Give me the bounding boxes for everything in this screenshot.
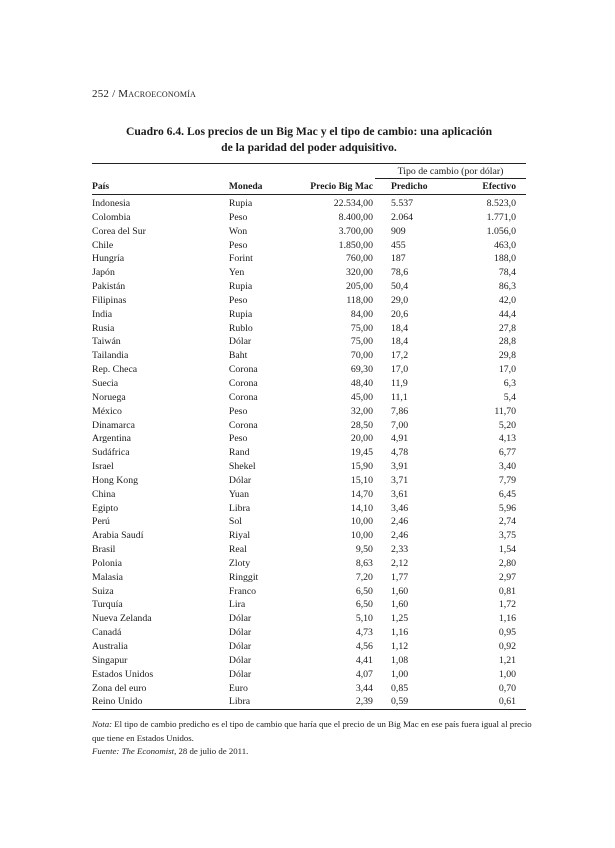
cell-currency: Won bbox=[228, 225, 248, 237]
cell-predicted: 11,1 bbox=[390, 391, 408, 403]
table-row bbox=[92, 266, 526, 280]
cell-predicted: 3,71 bbox=[390, 474, 409, 486]
cell-country: Perú bbox=[92, 516, 110, 528]
cell-actual: 3,40 bbox=[498, 461, 516, 473]
cell-currency: Peso bbox=[228, 433, 248, 445]
cell-actual: 188,0 bbox=[493, 253, 516, 265]
cell-predicted: 29,0 bbox=[390, 294, 409, 306]
cell-actual: 6,3 bbox=[503, 377, 516, 389]
cell-price: 45,00 bbox=[350, 391, 373, 403]
cell-price: 1.850,00 bbox=[338, 239, 373, 251]
table-row bbox=[92, 432, 526, 446]
table-row bbox=[92, 598, 526, 612]
cell-actual: 0,61 bbox=[459, 695, 526, 709]
table-row bbox=[92, 195, 526, 211]
exchange-rate-group-header: Tipo de cambio (por dólar) bbox=[375, 164, 526, 179]
cell-price: 3.700,00 bbox=[338, 225, 373, 237]
cell-price: 4,07 bbox=[355, 668, 373, 680]
cell-currency: Corona bbox=[228, 391, 258, 403]
cell-predicted: 455 bbox=[390, 239, 406, 251]
cell-predicted: 1,60 bbox=[390, 585, 409, 597]
table-row bbox=[92, 280, 526, 294]
cell-country: Polonia bbox=[92, 557, 122, 569]
cell-predicted: 2,12 bbox=[390, 557, 409, 569]
column-header-currency: Moneda bbox=[229, 179, 295, 195]
source-date: , 28 de julio de 2011. bbox=[174, 746, 249, 756]
cell-country: México bbox=[92, 405, 122, 417]
column-header-price: Precio Big Mac bbox=[295, 179, 375, 195]
table-row bbox=[92, 612, 526, 626]
cell-currency: Peso bbox=[228, 294, 248, 306]
cell-predicted: 1,00 bbox=[390, 668, 409, 680]
big-mac-table bbox=[92, 163, 526, 710]
cell-predicted: 50,4 bbox=[390, 281, 409, 293]
cell-country: Sudáfrica bbox=[92, 447, 130, 459]
table-row bbox=[92, 543, 526, 557]
cell-currency: Rupia bbox=[228, 198, 253, 209]
cell-country: Singapur bbox=[92, 654, 128, 666]
cell-price: 8,63 bbox=[355, 557, 373, 569]
table-row bbox=[92, 515, 526, 529]
table-row bbox=[92, 419, 526, 433]
cell-price: 32,00 bbox=[350, 405, 373, 417]
cell-currency: Dólar bbox=[228, 474, 252, 486]
table-row bbox=[92, 239, 526, 253]
cell-country: Suecia bbox=[92, 377, 119, 389]
table-caption bbox=[92, 124, 526, 156]
cell-predicted: 909 bbox=[390, 225, 406, 237]
cell-actual: 2,74 bbox=[498, 516, 516, 528]
cell-country: Arabia Saudí bbox=[92, 530, 144, 542]
cell-currency: Yen bbox=[228, 267, 245, 279]
cell-actual: 5,20 bbox=[498, 419, 516, 431]
cell-actual: 1,16 bbox=[498, 613, 516, 625]
cell-price: 28,50 bbox=[350, 419, 373, 431]
table-row bbox=[92, 335, 526, 349]
table-row bbox=[92, 557, 526, 571]
cell-actual: 8.523,0 bbox=[486, 198, 516, 209]
table-notes bbox=[92, 718, 532, 759]
book-title: Macroeconomía bbox=[118, 88, 196, 100]
cell-price: 14,70 bbox=[350, 488, 373, 500]
cell-actual: 1,54 bbox=[498, 544, 516, 556]
cell-predicted: 0,85 bbox=[390, 682, 409, 694]
cell-predicted: 11,9 bbox=[390, 377, 408, 389]
cell-actual: 0,70 bbox=[498, 682, 516, 694]
cell-country: Estados Unidos bbox=[92, 668, 154, 680]
cell-currency: Yuan bbox=[228, 488, 250, 500]
table-row bbox=[92, 308, 526, 322]
cell-currency: Shekel bbox=[228, 461, 256, 473]
cell-country: Malasia bbox=[92, 571, 124, 583]
cell-country: Colombia bbox=[92, 211, 131, 223]
cell-predicted: 5.537 bbox=[390, 198, 414, 209]
cell-country: Reino Unido bbox=[92, 695, 229, 709]
cell-actual: 1,21 bbox=[498, 654, 516, 666]
cell-actual: 1.771,0 bbox=[486, 211, 516, 223]
cell-price: 5,10 bbox=[355, 613, 373, 625]
cell-country: Nueva Zelanda bbox=[92, 613, 152, 625]
cell-actual: 7,79 bbox=[498, 474, 516, 486]
column-header-predicted: Predicho bbox=[375, 179, 459, 195]
note-text: El tipo de cambio predicho es el tipo de cambio que haría que el precio de un Big Mac en ese país fuera igual al precio que tiene en Estados Unidos. bbox=[92, 719, 532, 743]
cell-price: 84,00 bbox=[350, 308, 373, 320]
table-row bbox=[92, 252, 526, 266]
cell-country: Israel bbox=[92, 461, 114, 473]
cell-currency: Lira bbox=[228, 599, 246, 611]
cell-country: Noruega bbox=[92, 391, 126, 403]
column-header-row bbox=[92, 179, 526, 195]
cell-currency: Peso bbox=[228, 211, 248, 223]
cell-price: 19,45 bbox=[350, 447, 373, 459]
cell-country: Japón bbox=[92, 267, 115, 279]
cell-actual: 2,97 bbox=[498, 571, 516, 583]
cell-price: 48,40 bbox=[350, 377, 373, 389]
column-header-actual: Efectivo bbox=[459, 179, 526, 195]
cell-price: 4,73 bbox=[355, 627, 373, 639]
cell-predicted: 18,4 bbox=[390, 322, 409, 334]
table-row bbox=[92, 391, 526, 405]
cell-country: Brasil bbox=[92, 544, 116, 556]
running-head bbox=[92, 88, 196, 100]
cell-actual: 1,00 bbox=[498, 668, 516, 680]
cell-currency: Euro bbox=[228, 682, 248, 694]
cell-price: 22.534,00 bbox=[333, 198, 373, 209]
cell-price: 4,41 bbox=[355, 654, 373, 666]
source-publication: The Economist bbox=[121, 746, 175, 756]
table-row bbox=[92, 474, 526, 488]
caption-line-2: de la paridad del poder adquisitivo. bbox=[221, 141, 397, 154]
table-row bbox=[92, 529, 526, 543]
cell-price: 320,00 bbox=[346, 267, 373, 279]
cell-country: Hong Kong bbox=[92, 474, 138, 486]
cell-currency: Rupia bbox=[228, 281, 253, 293]
note bbox=[92, 718, 532, 745]
cell-country: Turquía bbox=[92, 599, 123, 611]
cell-price: 4,56 bbox=[355, 641, 373, 652]
cell-currency: Corona bbox=[228, 364, 258, 376]
cell-predicted: 7,00 bbox=[390, 419, 409, 431]
table-row bbox=[92, 626, 526, 640]
cell-price: 205,00 bbox=[346, 281, 373, 293]
cell-currency: Baht bbox=[228, 350, 248, 362]
cell-currency: Forint bbox=[228, 253, 253, 265]
cell-currency: Peso bbox=[228, 239, 248, 251]
source-label: Fuente: bbox=[92, 746, 120, 756]
table-row bbox=[92, 585, 526, 599]
cell-predicted: 1,08 bbox=[390, 654, 409, 666]
table-row bbox=[92, 294, 526, 308]
cell-price: 69,30 bbox=[350, 364, 373, 376]
cell-price: 3,44 bbox=[355, 682, 373, 694]
cell-price: 70,00 bbox=[350, 350, 373, 362]
cell-price: 7,20 bbox=[355, 571, 373, 583]
group-header-row bbox=[92, 164, 526, 179]
cell-actual: 44,4 bbox=[498, 308, 516, 320]
table-row bbox=[92, 502, 526, 516]
cell-currency: Riyal bbox=[228, 530, 251, 542]
cell-country: Rep. Checa bbox=[92, 364, 138, 376]
cell-actual: 1.056,0 bbox=[486, 225, 516, 237]
cell-predicted: 17,2 bbox=[390, 350, 409, 362]
cell-currency: Real bbox=[228, 544, 247, 556]
cell-price: 6,50 bbox=[355, 599, 373, 611]
cell-actual: 29,8 bbox=[498, 350, 516, 362]
table-row bbox=[92, 695, 526, 709]
table-row bbox=[92, 668, 526, 682]
cell-currency: Rupia bbox=[228, 308, 253, 320]
cell-price: 8.400,00 bbox=[338, 211, 373, 223]
cell-price: 15,10 bbox=[350, 474, 373, 486]
cell-predicted: 3,61 bbox=[390, 488, 409, 500]
cell-actual: 28,8 bbox=[498, 336, 516, 348]
cell-price: 15,90 bbox=[350, 461, 373, 473]
source bbox=[92, 745, 532, 759]
cell-predicted: 2,33 bbox=[390, 544, 409, 556]
cell-country: Egipto bbox=[92, 502, 119, 514]
big-mac-table-container bbox=[92, 163, 526, 710]
cell-predicted: 3,91 bbox=[390, 461, 409, 473]
cell-country: Argentina bbox=[92, 433, 131, 445]
cell-currency: Peso bbox=[228, 405, 248, 417]
cell-currency: Rublo bbox=[228, 322, 253, 334]
cell-country: Rusia bbox=[92, 322, 115, 334]
cell-country: Suiza bbox=[92, 585, 114, 597]
table-row bbox=[92, 571, 526, 585]
cell-price: 9,50 bbox=[355, 544, 373, 556]
table-row bbox=[92, 349, 526, 363]
table-row bbox=[92, 640, 526, 654]
cell-currency: Dólar bbox=[228, 654, 252, 666]
cell-country: Pakistán bbox=[92, 281, 126, 293]
table-body bbox=[92, 195, 526, 710]
cell-currency: Dólar bbox=[228, 627, 252, 639]
cell-predicted: 2,46 bbox=[390, 530, 409, 542]
cell-predicted: 4,78 bbox=[390, 447, 409, 459]
cell-predicted: 0,59 bbox=[375, 695, 459, 709]
cell-price: 14,10 bbox=[350, 502, 373, 514]
cell-predicted: 1,25 bbox=[390, 613, 409, 625]
cell-price: 2,39 bbox=[295, 695, 375, 709]
cell-actual: 4,13 bbox=[498, 433, 516, 445]
cell-actual: 6,77 bbox=[498, 447, 516, 459]
cell-currency: Rand bbox=[228, 447, 250, 459]
cell-actual: 27,8 bbox=[498, 322, 516, 334]
cell-actual: 42,0 bbox=[498, 294, 516, 306]
cell-actual: 78,4 bbox=[498, 267, 516, 279]
cell-predicted: 2,46 bbox=[390, 516, 409, 528]
cell-predicted: 1,12 bbox=[390, 641, 409, 652]
table-row bbox=[92, 488, 526, 502]
cell-country: Indonesia bbox=[92, 198, 131, 209]
cell-predicted: 78,6 bbox=[390, 267, 409, 279]
cell-country: India bbox=[92, 308, 113, 320]
cell-predicted: 1,60 bbox=[390, 599, 409, 611]
cell-currency: Libra bbox=[228, 502, 251, 514]
cell-predicted: 1,77 bbox=[390, 571, 409, 583]
table-row bbox=[92, 225, 526, 239]
cell-price: 760,00 bbox=[346, 253, 373, 265]
cell-country: Filipinas bbox=[92, 294, 127, 306]
table-row bbox=[92, 211, 526, 225]
page-number: 252 bbox=[92, 88, 110, 100]
cell-country: Dinamarca bbox=[92, 419, 135, 431]
cell-currency: Ringgit bbox=[228, 571, 259, 583]
table-row bbox=[92, 363, 526, 377]
cell-country: Zona del euro bbox=[92, 682, 147, 694]
cell-predicted: 1,16 bbox=[390, 627, 409, 639]
cell-country: Canadá bbox=[92, 627, 122, 639]
table-row bbox=[92, 446, 526, 460]
table-row bbox=[92, 654, 526, 668]
cell-price: 20,00 bbox=[350, 433, 373, 445]
table-row bbox=[92, 322, 526, 336]
cell-currency: Zloty bbox=[228, 557, 251, 569]
cell-price: 75,00 bbox=[350, 336, 373, 348]
cell-predicted: 2.064 bbox=[390, 211, 414, 223]
cell-currency: Franco bbox=[228, 585, 257, 597]
cell-price: 6,50 bbox=[355, 585, 373, 597]
caption-line-1: Cuadro 6.4. Los precios de un Big Mac y el tipo de cambio: una aplicación bbox=[125, 125, 493, 138]
table-row bbox=[92, 377, 526, 391]
cell-price: 10,00 bbox=[350, 530, 373, 542]
cell-actual: 17,0 bbox=[498, 364, 516, 376]
note-label: Nota: bbox=[92, 719, 113, 729]
cell-predicted: 18,4 bbox=[390, 336, 409, 348]
cell-currency: Sol bbox=[228, 516, 242, 528]
cell-country: Tailandia bbox=[92, 350, 129, 362]
cell-predicted: 17,0 bbox=[390, 364, 409, 376]
cell-actual: 5,96 bbox=[498, 502, 516, 514]
cell-currency: Corona bbox=[228, 377, 258, 389]
cell-currency: Corona bbox=[228, 419, 258, 431]
cell-currency: Dólar bbox=[228, 641, 252, 652]
cell-price: 10,00 bbox=[350, 516, 373, 528]
cell-actual: 0,95 bbox=[498, 627, 516, 639]
cell-currency: Dólar bbox=[228, 336, 252, 348]
cell-actual: 1,72 bbox=[498, 599, 516, 611]
table-row bbox=[92, 405, 526, 419]
cell-price: 75,00 bbox=[350, 322, 373, 334]
running-head-separator: / bbox=[112, 88, 116, 100]
cell-currency: Libra bbox=[229, 695, 295, 709]
column-header-country: País bbox=[92, 179, 229, 195]
cell-country: Chile bbox=[92, 239, 114, 251]
cell-price: 118,00 bbox=[346, 294, 373, 306]
cell-actual: 463,0 bbox=[493, 239, 516, 251]
table-row bbox=[92, 460, 526, 474]
cell-predicted: 3,46 bbox=[390, 502, 409, 514]
cell-actual: 11,70 bbox=[494, 405, 516, 417]
cell-country: Corea del Sur bbox=[92, 225, 146, 237]
cell-actual: 2,80 bbox=[498, 557, 516, 569]
cell-currency: Dólar bbox=[228, 668, 252, 680]
cell-actual: 0,92 bbox=[498, 641, 516, 652]
cell-country: Australia bbox=[92, 641, 128, 652]
cell-country: Taiwán bbox=[92, 336, 121, 348]
cell-predicted: 7,86 bbox=[390, 405, 409, 417]
cell-actual: 6,45 bbox=[498, 488, 516, 500]
cell-actual: 3,75 bbox=[498, 530, 516, 542]
cell-actual: 5,4 bbox=[503, 391, 516, 403]
cell-actual: 0,81 bbox=[498, 585, 516, 597]
cell-predicted: 20,6 bbox=[390, 308, 409, 320]
table-row bbox=[92, 682, 526, 696]
cell-currency: Dólar bbox=[228, 613, 252, 625]
cell-country: China bbox=[92, 488, 116, 500]
cell-actual: 86,3 bbox=[498, 281, 516, 293]
cell-country: Hungría bbox=[92, 253, 125, 265]
cell-predicted: 187 bbox=[390, 253, 406, 265]
cell-predicted: 4,91 bbox=[390, 433, 409, 445]
